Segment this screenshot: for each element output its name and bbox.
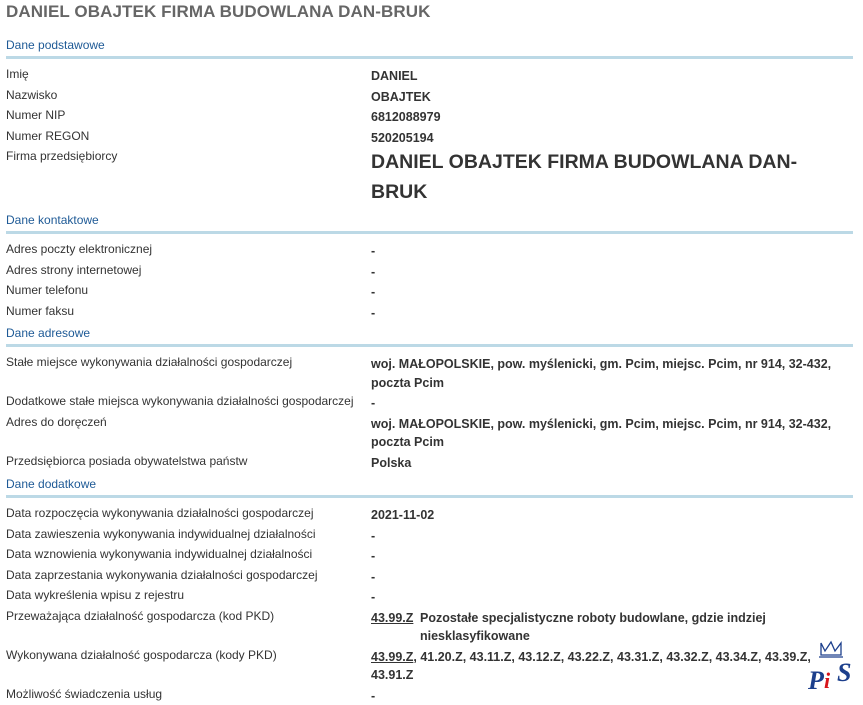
field-label: Firma przedsiębiorcy <box>6 147 371 207</box>
field-value: DANIEL <box>371 65 853 86</box>
pkd-entry <box>371 609 853 646</box>
section-heading-additional: Dane dodatkowe <box>6 477 853 498</box>
field-row-extra-address <box>6 392 853 413</box>
section-heading-basic: Dane podstawowe <box>6 38 853 59</box>
field-row-regon <box>6 127 853 148</box>
field-label: Adres strony internetowej <box>6 261 371 282</box>
field-label: Data wykreślenia wpisu z rejestru <box>6 586 371 607</box>
field-label: Numer REGON <box>6 127 371 148</box>
pis-logo-icon <box>805 639 863 695</box>
field-value: Polska <box>371 452 853 473</box>
field-value: - <box>371 240 853 261</box>
field-value <box>371 646 853 685</box>
field-label: Numer telefonu <box>6 281 371 302</box>
field-value: woj. MAŁOPOLSKIE, pow. myślenicki, gm. Pcim, miejsc. Pcim, nr 914, 32-432, poczta Pcim <box>371 413 853 452</box>
page-title: DANIEL OBAJTEK FIRMA BUDOWLANA DAN-BRUK <box>6 0 853 22</box>
field-label: Numer NIP <box>6 106 371 127</box>
field-value: - <box>371 566 853 587</box>
field-row-imie <box>6 65 853 86</box>
field-value: - <box>371 586 853 607</box>
field-label: Data wznowienia wykonywania indywidualnej działalności <box>6 545 371 566</box>
field-value: 6812088979 <box>371 106 853 127</box>
field-value <box>371 607 853 646</box>
field-value: 520205194 <box>371 127 853 148</box>
field-value: - <box>371 525 853 546</box>
field-row-www <box>6 261 853 282</box>
svg-text:i: i <box>824 668 831 693</box>
field-label: Stałe miejsce wykonywania działalności gospodarczej <box>6 353 371 392</box>
page-container <box>6 0 853 705</box>
field-value: 2021-11-02 <box>371 504 853 525</box>
field-value: - <box>371 302 853 323</box>
section-heading-address: Dane adresowe <box>6 326 853 347</box>
field-value: woj. MAŁOPOLSKIE, pow. myślenicki, gm. Pcim, miejsc. Pcim, nr 914, 32-432, poczta Pcim <box>371 353 853 392</box>
company-name-value: DANIEL OBAJTEK FIRMA BUDOWLANA DAN-BRUK <box>371 147 853 207</box>
field-row-pkd-list <box>6 646 853 685</box>
field-label: Data zawieszenia wykonywania indywidualnej działalności <box>6 525 371 546</box>
field-row-email <box>6 240 853 261</box>
field-label: Przeważająca działalność gospodarcza (kod PKD) <box>6 607 371 646</box>
field-label: Numer faksu <box>6 302 371 323</box>
field-value: - <box>371 685 853 705</box>
svg-text:P: P <box>807 666 825 695</box>
field-label: Adres poczty elektronicznej <box>6 240 371 261</box>
field-label: Dodatkowe stałe miejsca wykonywania działalności gospodarczej <box>6 392 371 413</box>
field-row-firma <box>6 147 853 207</box>
pkd-code-list: , 41.20.Z, 43.11.Z, 43.12.Z, 43.22.Z, 43.31.Z, 43.32.Z, 43.34.Z, 43.39.Z, 43.91.Z <box>371 650 811 683</box>
field-row-main-pkd <box>6 607 853 646</box>
field-label: Wykonywana działalność gospodarcza (kody PKD) <box>6 646 371 685</box>
field-value: - <box>371 261 853 282</box>
field-label: Przedsiębiorca posiada obywatelstwa państw <box>6 452 371 473</box>
field-label: Możliwość świadczenia usług <box>6 685 371 705</box>
field-row-start-date <box>6 504 853 525</box>
field-row-delete-date <box>6 586 853 607</box>
field-row-fax <box>6 302 853 323</box>
field-row-main-address <box>6 353 853 392</box>
field-row-nazwisko <box>6 86 853 107</box>
field-row-delivery-address <box>6 413 853 452</box>
field-row-cease-date <box>6 566 853 587</box>
field-label: Nazwisko <box>6 86 371 107</box>
section-heading-contact: Dane kontaktowe <box>6 213 853 234</box>
field-row-nip <box>6 106 853 127</box>
pkd-description: Pozostałe specjalistyczne roboty budowlane, gdzie indziej niesklasyfikowane <box>420 609 853 646</box>
field-value: OBAJTEK <box>371 86 853 107</box>
field-value: - <box>371 281 853 302</box>
field-row-citizenship <box>6 452 853 473</box>
field-label: Imię <box>6 65 371 86</box>
field-row-phone <box>6 281 853 302</box>
pkd-code-link[interactable]: 43.99.Z <box>371 650 413 664</box>
field-value: - <box>371 392 853 413</box>
field-row-suspend-date <box>6 525 853 546</box>
field-label: Adres do doręczeń <box>6 413 371 452</box>
field-label: Data rozpoczęcia wykonywania działalności gospodarczej <box>6 504 371 525</box>
field-label: Data zaprzestania wykonywania działalności gospodarczej <box>6 566 371 587</box>
field-value: - <box>371 545 853 566</box>
pkd-code-link[interactable]: 43.99.Z <box>371 609 420 646</box>
field-row-resume-date <box>6 545 853 566</box>
svg-text:S: S <box>837 658 851 687</box>
